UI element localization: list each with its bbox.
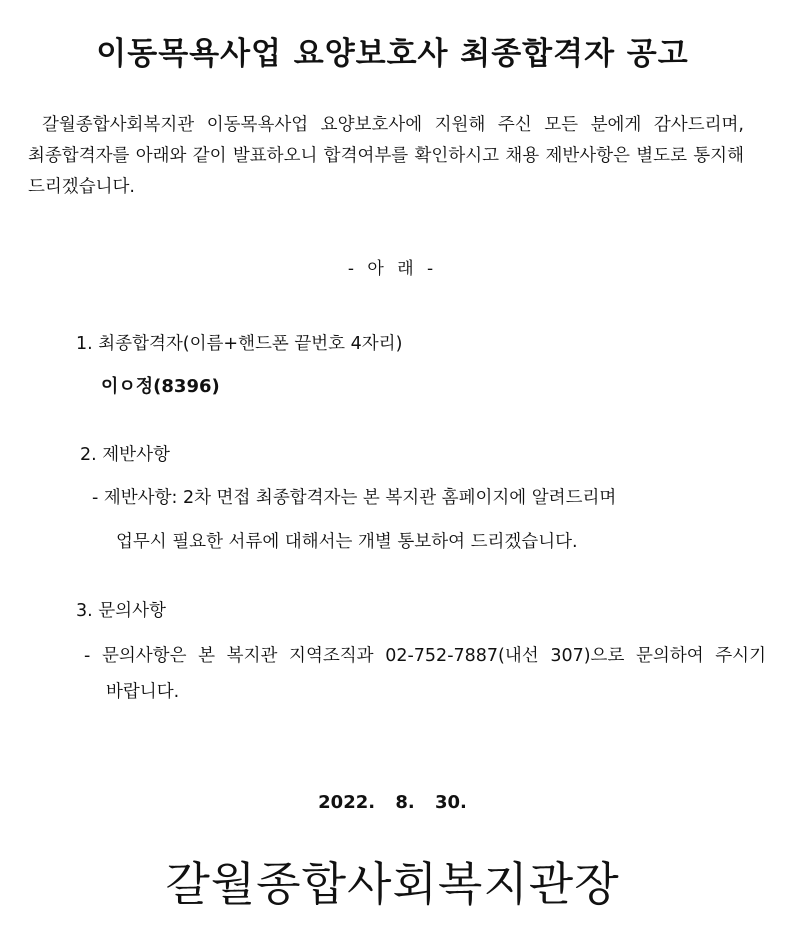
final-candidate-name: 이ㅇ정(8396) bbox=[101, 376, 220, 397]
document-title: 이동목욕사업 요양보호사 최종합격자 공고 bbox=[96, 36, 689, 72]
section2-line1: - 제반사항: 2차 면접 최종합격자는 본 복지관 홈페이지에 알려드리며 bbox=[92, 488, 617, 508]
separator-heading: - 아 래 - bbox=[347, 259, 438, 279]
section3-title: 3. 문의사항 bbox=[76, 601, 166, 621]
section2-title: 2. 제반사항 bbox=[80, 445, 170, 465]
announcement-date: 2022. 8. 30. bbox=[318, 792, 467, 813]
intro-paragraph: 갈월종합사회복지관 이동목욕사업 요양보호사에 지원해 주신 모든 분에게 감사드리며, 최종합격자를 아래와 같이 발표하오니 합격여부를 확인하시고 채용 제반사항은 별도로 통지해 드리겠습니다. bbox=[28, 115, 744, 197]
organization-signature: 갈월종합사회복지관장 bbox=[165, 857, 620, 911]
section2-line2: 업무시 필요한 서류에 대해서는 개별 통보하여 드리겠습니다. bbox=[116, 532, 578, 552]
section1-title: 1. 최종합격자(이름+핸드폰 끝번호 4자리) bbox=[76, 334, 403, 354]
section3-body: - 문의사항은 본 복지관 지역조직과 02-752-7887(내선 307)으로 문의하여 주시기 바랍니다. bbox=[84, 646, 766, 702]
